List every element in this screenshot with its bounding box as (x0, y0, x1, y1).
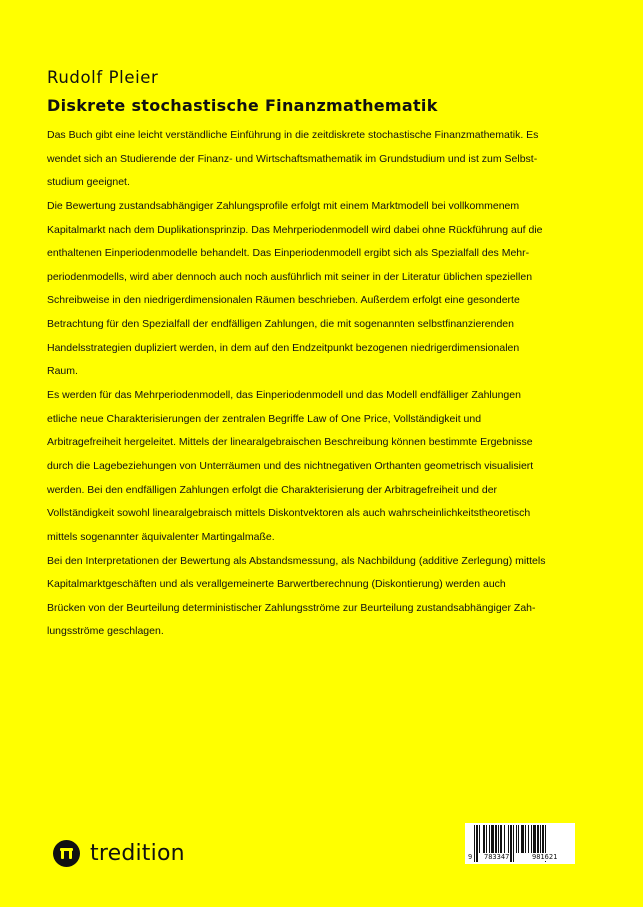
barcode-bar (500, 825, 502, 853)
blurb-line: enthaltenen Einperiodenmodelle behandelt. Das Einperiodenmodell ergibt sich als Spezialfall des Mehr- (47, 247, 530, 260)
blurb-line: mittels sogenannter äquivalenter Martingalmaße. (47, 530, 275, 543)
barcode-bar (508, 825, 509, 853)
blurb-line: Handelsstrategien dupliziert werden, in dem auf den Endzeitpunkt bezogenen niedrigerdimensionalen (47, 341, 520, 354)
blurb-line: durch die Lagebeziehungen von Unterräumen und des nichtnegativen Orthanten geometrisch visualisiert (47, 459, 534, 472)
publisher-logo (53, 838, 185, 868)
barcode-bar (540, 825, 541, 853)
barcode-bar (498, 825, 499, 853)
blurb-line: werden. Bei den endfälligen Zahlungen erfolgt die Charakterisierung der Arbitragefreiheit und der (47, 483, 498, 496)
blurb-line: Bei den Interpretationen der Bewertung als Abstandsmessung, als Nachbildung (additive Zerlegung) mittels (47, 554, 546, 567)
blurb-line: Betrachtung für den Spezialfall der endfälligen Zahlungen, die mit sogenannten selbstfinanzierenden (47, 318, 514, 331)
blurb-line: Arbitragefreiheit hergeleitet. Mittels der linearalgebraischen Beschreibung können bestimmte Ergebnisse (47, 436, 533, 449)
blurb-line: periodenmodells, wird aber dennoch auch noch ausführlich mit seiner in der Literatur üblichen speziellen (47, 270, 533, 283)
blurb-text (47, 124, 602, 644)
barcode-bar (504, 825, 505, 853)
barcode-bar (516, 825, 517, 853)
barcode-bar (533, 825, 536, 853)
isbn-barcode (465, 823, 575, 864)
barcode-digit-group-1: 783347 (484, 853, 510, 861)
blurb-line: Das Buch gibt eine leicht verständliche Einführung in die zeitdiskrete stochastische Finanzmathematik. Es (47, 129, 539, 141)
barcode-digit-group-2: 981621 (532, 853, 558, 861)
author-name: Rudolf Pleier (47, 68, 159, 87)
barcode-bar (495, 825, 497, 853)
publisher-name: tredition (90, 840, 185, 866)
blurb-line: Kapitalmarktgeschäften und als verallgemeinerte Barwertberechnung (Diskontierung) werden auch (47, 578, 506, 591)
barcode-bar (486, 825, 487, 853)
barcode-bar (483, 825, 485, 853)
barcode-digits (465, 853, 575, 863)
barcode-bar (528, 825, 529, 853)
blurb-line: Raum. (47, 365, 78, 378)
barcode-bar (491, 825, 494, 853)
blurb-line: studium geeignet. (47, 176, 130, 189)
blurb-line: lungsströme geschlagen. (47, 625, 164, 638)
barcode-bar (531, 825, 532, 853)
barcode-bar (542, 825, 544, 853)
barcode-bar (518, 825, 519, 853)
barcode-bar (537, 825, 539, 853)
blurb-line: Schreibweise in den niedrigerdimensionalen Räumen beschrieben. Außerdem erfolgt eine gesonderte (47, 294, 520, 307)
blurb-line: etliche neue Charakterisierungen der zentralen Begriffe Law of One Price, Vollständigkeit und (47, 412, 482, 425)
blurb-line: Es werden für das Mehrperiodenmodell, das Einperiodenmodell und das Modell endfälliger Zahlungen (47, 389, 521, 402)
barcode-digit-first: 9 (468, 853, 473, 861)
blurb-line: Kapitalmarkt nach dem Duplikationsprinzip. Das Mehrperiodenmodell wird dabei ohne Rückführung auf die (47, 223, 543, 236)
blurb-line: wendet sich an Studierende der Finanz- und Wirtschaftsmathematik im Grundstudium und ist zum Selbst- (47, 152, 538, 165)
barcode-bar (525, 825, 526, 853)
blurb-line: Vollständigkeit sowohl linearalgebraisch mittels Diskontvektoren als auch wahrscheinlichkeitstheoretisch (47, 507, 531, 520)
tredition-logo-icon (53, 840, 80, 867)
barcode-bar (489, 825, 490, 853)
barcode-bar (479, 825, 480, 853)
barcode-bar (521, 825, 524, 853)
blurb-line: Brücken von der Beurteilung deterministischer Zahlungsströme zur Beurteilung zustandsabhängiger Zah- (47, 601, 536, 614)
book-title: Diskrete stochastische Finanzmathematik (47, 96, 438, 115)
blurb-line: Die Bewertung zustandsabhängiger Zahlungsprofile erfolgt mit einem Marktmodell bei vollkommenem (47, 199, 520, 212)
